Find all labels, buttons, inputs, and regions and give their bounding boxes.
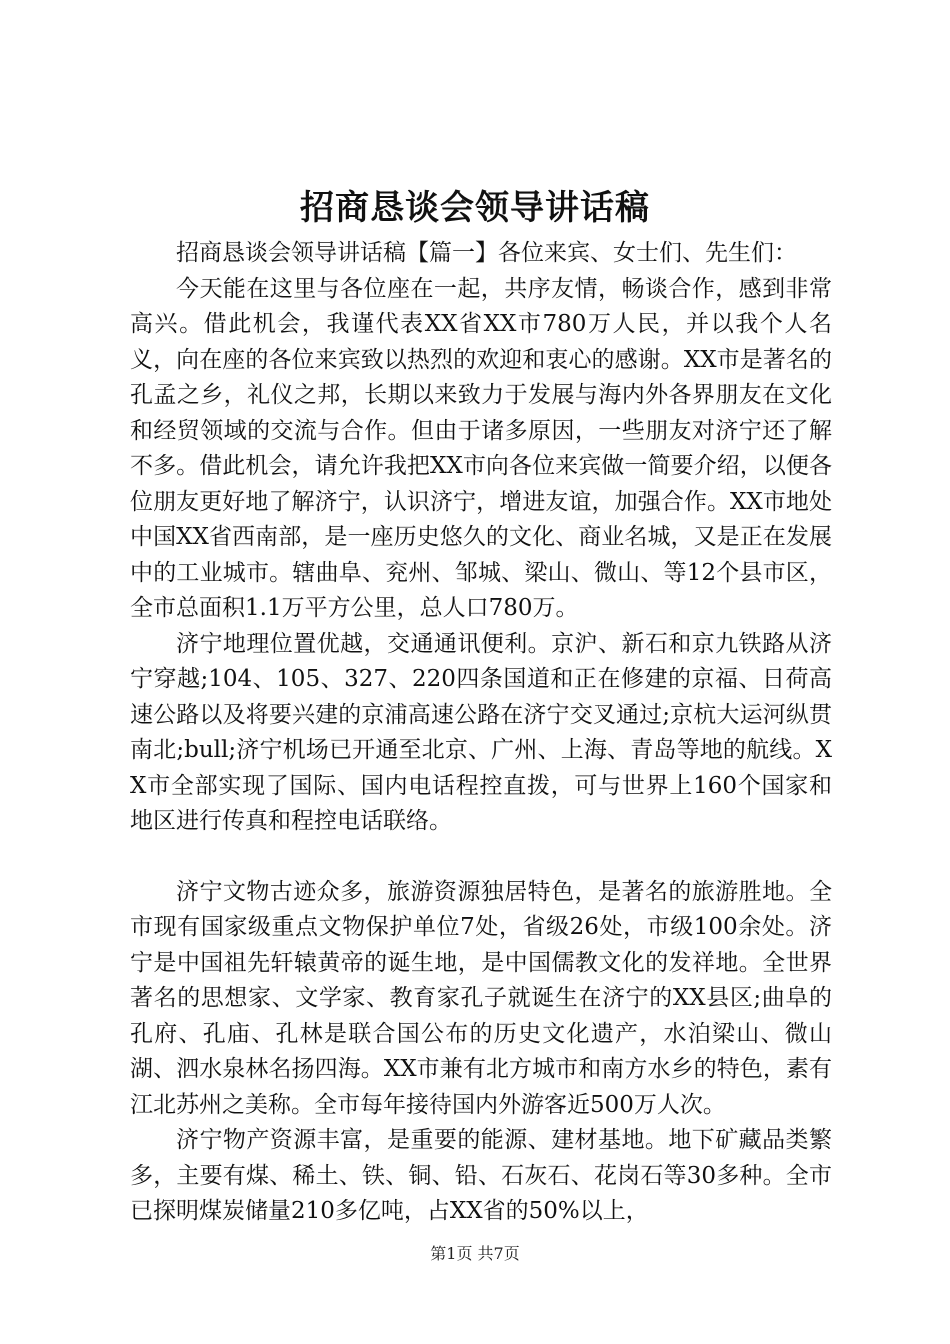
paragraph-transportation: 济宁地理位置优越，交通通讯便利。京沪、新石和京九铁路从济宁穿越;104、105、327、220四条国道和正在修建的京福、日荷高速公路以及将要兴建的京浦高速公路在济宁交叉通过;京杭大运河纵贯南北;bull;济宁机场已开通至北京、广州、上海、青岛等地的航线。XX市全部实现了国际、国内电话程控直拨，可与世界上160个国家和地区进行传真和程控电话联络。 xyxy=(130,630,832,834)
paragraph-greeting: 招商恳谈会领导讲话稿【篇一】各位来宾、女士们、先生们： xyxy=(176,240,797,266)
page-number-footer: 第1页 共7页 xyxy=(430,1244,520,1263)
paragraph-tourism: 济宁文物古迹众多，旅游资源独居特色，是著名的旅游胜地。全市现有国家级重点文物保护单位7处，省级26处，市级100余处。济宁是中国祖先轩辕黄帝的诞生地，是中国儒教文化的发祥地。全世界著名的思想家、文学家、教育家孔子就诞生在济宁的XX县区;曲阜的孔府、孔庙、孔林是联合国公布的历史文化遗产，水泊梁山、微山湖、泗水泉林名扬四海。XX市兼有北方城市和南方水乡的特色，素有江北苏州之美称。全市每年接待国内外游客近500万人次。 xyxy=(130,878,832,1118)
paragraph-introduction: 今天能在这里与各位座在一起，共序友情，畅谈合作，感到非常高兴。借此机会，我谨代表XX省XX市780万人民，并以我个人名义，向在座的各位来宾致以热烈的欢迎和衷心的感谢。XX市是著名的孔孟之乡，礼仪之邦，长期以来致力于发展与海内外各界朋友在文化和经贸领域的交流与合作。但由于诸多原因，一些朋友对济宁还了解不多。借此机会，请允许我把XX市向各位来宾做一简要介绍，以便各位朋友更好地了解济宁，认识济宁，增进友谊，加强合作。XX市地处中国XX省西南部，是一座历史悠久的文化、商业名城，又是正在发展中的工业城市。辖曲阜、兖州、邹城、梁山、微山、等12个县市区，全市总面积1.1万平方公里，总人口780万。 xyxy=(130,275,832,621)
paragraph-resources: 济宁物产资源丰富，是重要的能源、建材基地。地下矿藏品类繁多，主要有煤、稀土、铁、铜、铅、石灰石、花岗石等30多种。全市已探明煤炭储量210多亿吨，占XX省的50%以上， xyxy=(130,1127,832,1224)
document-title: 招商恳谈会领导讲话稿 xyxy=(300,188,650,228)
document-body xyxy=(130,236,832,1230)
